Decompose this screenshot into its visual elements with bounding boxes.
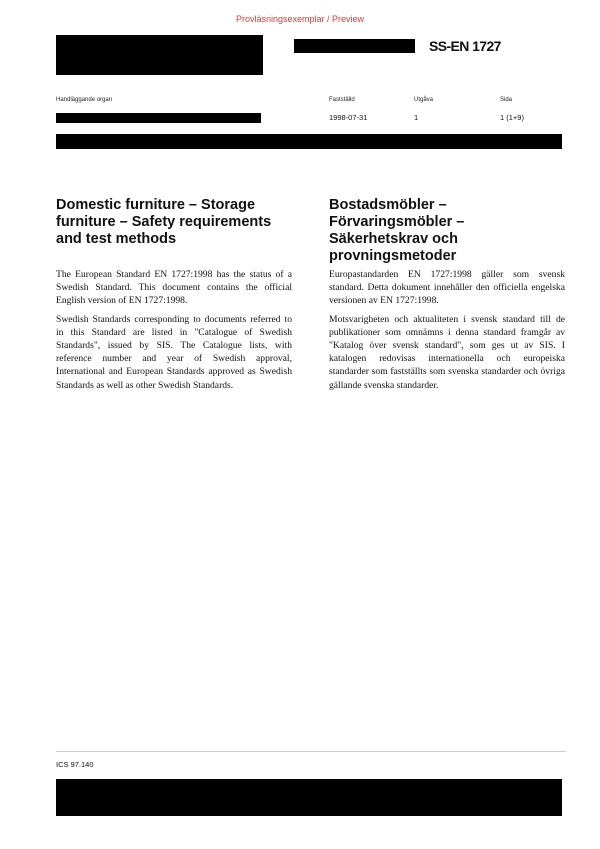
swedish-paragraph-1: Europastandarden EN 1727:1998 gäller som svensk standard. Detta dokument innehåller den officiella engelska versionen av EN 1727:1998. [329,269,565,307]
redacted-logo-block [56,35,263,75]
document-id: SS-EN 1727 [429,38,501,54]
handling-org-label: Handläggande organ [56,97,113,103]
footer-divider [56,751,566,752]
english-paragraph-1: The European Standard EN 1727:1998 has the status of a Swedish Standard. This document contains the official English version of EN 1727:1998. [56,269,292,307]
swedish-title: Bostadsmöbler – Förvaringsmöbler – Säkerhetskrav och provningsmetoder [329,197,465,264]
redacted-band-top [56,134,562,149]
preview-watermark: Provläsningsexemplar / Preview [235,14,365,24]
swedish-paragraph-2: Motsvarigheten och aktualiteten i svensk standard till de publikationer som omnämns i denna standard framgår av "Katalog över svensk standard", som ges ut av SIS. I katalogen redovisas internationella och europeiska standarder som fastställts som svenska standarder och övriga gällande svenska standarder. [329,313,565,391]
swedish-body [329,268,565,392]
page-label: Sida [500,97,513,103]
edition-value: 1 [414,113,419,122]
redacted-handling-org [56,113,261,123]
edition-label: Utgåva [414,97,434,103]
english-paragraph-2: Swedish Standards corresponding to documents referred to in this Standard are listed in "Catalogue of Swedish Standards", issued by SIS. The Catalogue lists, with reference number and year of Swedish approval, International and European Standards approved as Swedish Standards as well as other Swedish Standards. [56,313,292,391]
established-label: Fastställd [329,97,355,103]
page-value: 1 (1+9) [500,113,524,122]
english-title: Domestic furniture – Storage furniture – Safety requirements and test methods [56,197,272,247]
ics-code: ICS 97.140 [56,760,94,769]
english-body [56,268,292,392]
redacted-footer-band [56,779,562,816]
established-value: 1998-07-31 [329,113,368,122]
redacted-header-text [294,39,415,53]
